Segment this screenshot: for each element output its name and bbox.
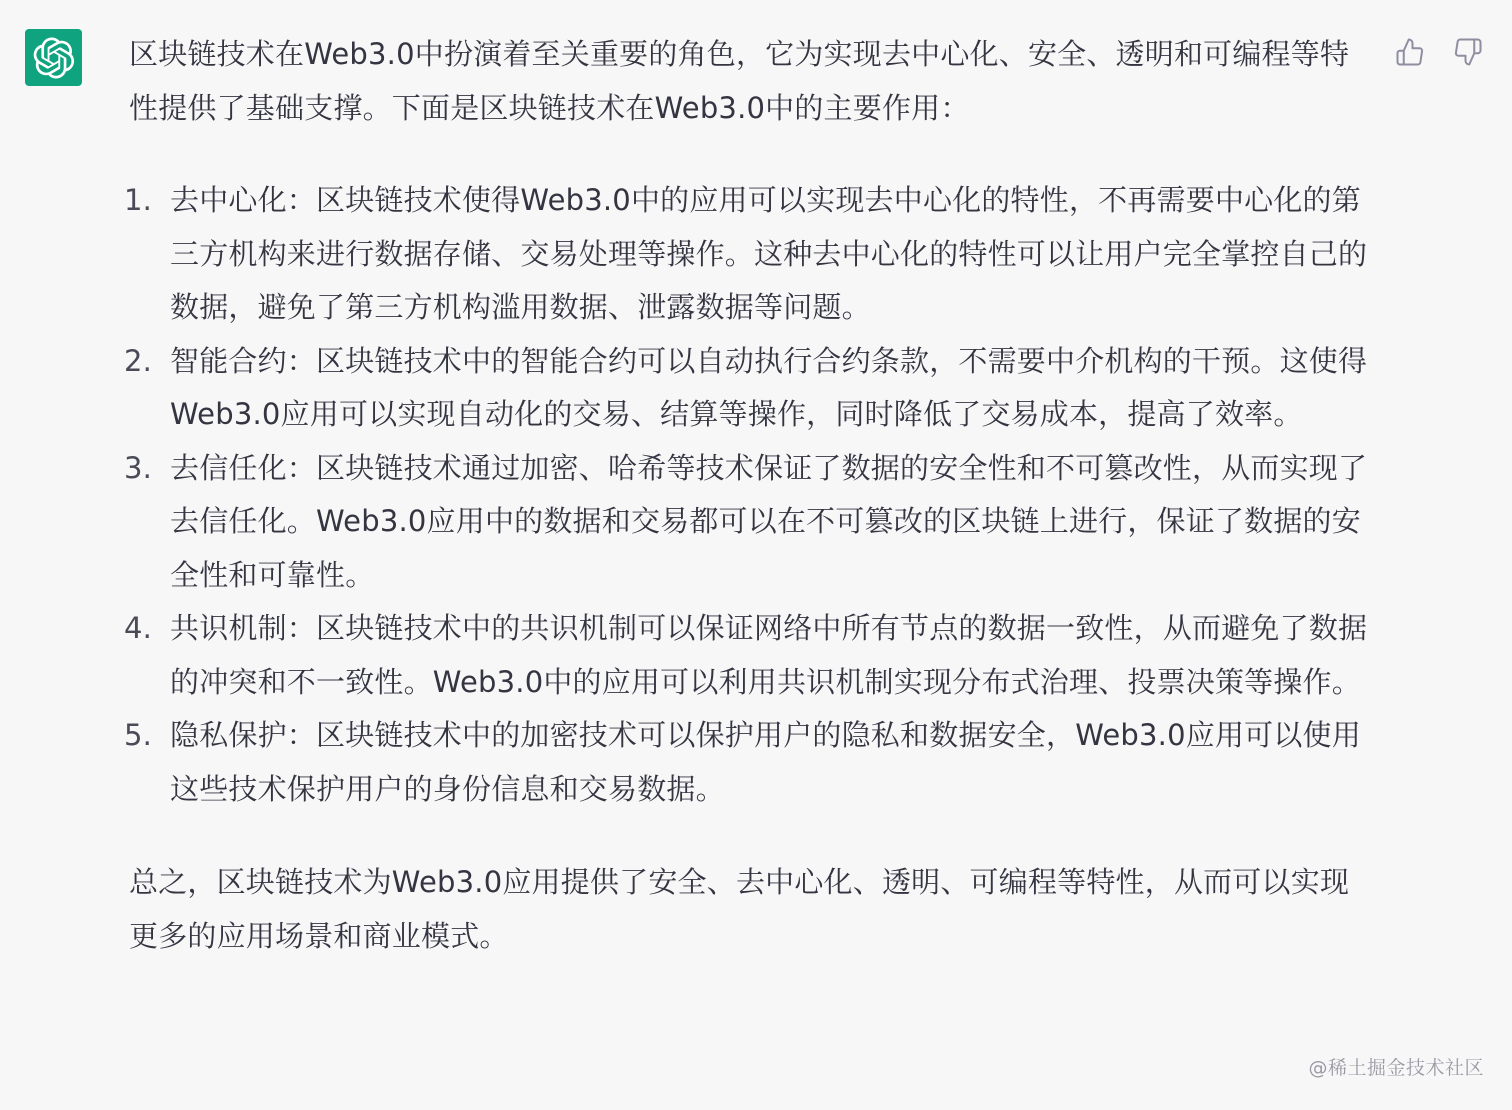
list-item-text: 隐私保护：区块链技术中的加密技术可以保护用户的隐私和数据安全，Web3.0应用可以使用这些技术保护用户的身份信息和交易数据。 bbox=[170, 718, 1361, 806]
feedback-buttons bbox=[1394, 36, 1484, 68]
key-points-list bbox=[124, 174, 1369, 816]
list-item bbox=[124, 442, 1369, 603]
list-item bbox=[124, 709, 1369, 816]
thumbs-up-button[interactable] bbox=[1394, 36, 1426, 68]
summary-paragraph: 总之，区块链技术为Web3.0应用提供了安全、去中心化、透明、可编程等特性，从而可以实现更多的应用场景和商业模式。 bbox=[129, 865, 1350, 953]
list-item-number: 5. bbox=[124, 718, 153, 752]
thumbs-down-button[interactable] bbox=[1452, 36, 1484, 68]
list-item-number: 1. bbox=[124, 183, 153, 217]
list-item bbox=[124, 174, 1369, 335]
list-item-number: 3. bbox=[124, 450, 153, 485]
thumbs-up-icon bbox=[1395, 37, 1425, 67]
openai-logo-icon bbox=[33, 37, 75, 79]
list-item-text: 共识机制：区块链技术中的共识机制可以保证网络中所有节点的数据一致性，从而避免了数据的冲突和不一致性。Web3.0中的应用可以利用共识机制实现分布式治理、投票决策等操作。 bbox=[170, 611, 1368, 699]
watermark: @稀土掘金技术社区 bbox=[1308, 1057, 1484, 1079]
message-content bbox=[124, 28, 1369, 963]
list-item-text: 去中心化：区块链技术使得Web3.0中的应用可以实现去中心化的特性，不再需要中心化的第三方机构来进行数据存储、交易处理等操作。这种去中心化的特性可以让用户完全掌控自己的数据，避免了第三方机构滥用数据、泄露数据等问题。 bbox=[170, 183, 1368, 324]
list-item-number: 4. bbox=[124, 611, 153, 645]
list-item-text: 去信任化：区块链技术通过加密、哈希等技术保证了数据的安全性和不可篡改性，从而实现了去信任化。Web3.0应用中的数据和交易都可以在不可篡改的区块链上进行，保证了数据的安全性和可靠性。 bbox=[170, 450, 1368, 592]
intro-paragraph: 区块链技术在Web3.0中扮演着至关重要的角色，它为实现去中心化、安全、透明和可编程等特性提供了基础支撑。下面是区块链技术在Web3.0中的主要作用： bbox=[129, 37, 1350, 125]
list-item bbox=[124, 602, 1369, 709]
thumbs-down-icon bbox=[1453, 37, 1483, 67]
list-item bbox=[124, 335, 1369, 442]
list-item-text: 智能合约：区块链技术中的智能合约可以自动执行合约条款，不需要中介机构的干预。这使得Web3.0应用可以实现自动化的交易、结算等操作，同时降低了交易成本，提高了效率。 bbox=[170, 343, 1368, 431]
list-item-number: 2. bbox=[124, 343, 153, 378]
assistant-avatar bbox=[25, 29, 82, 86]
